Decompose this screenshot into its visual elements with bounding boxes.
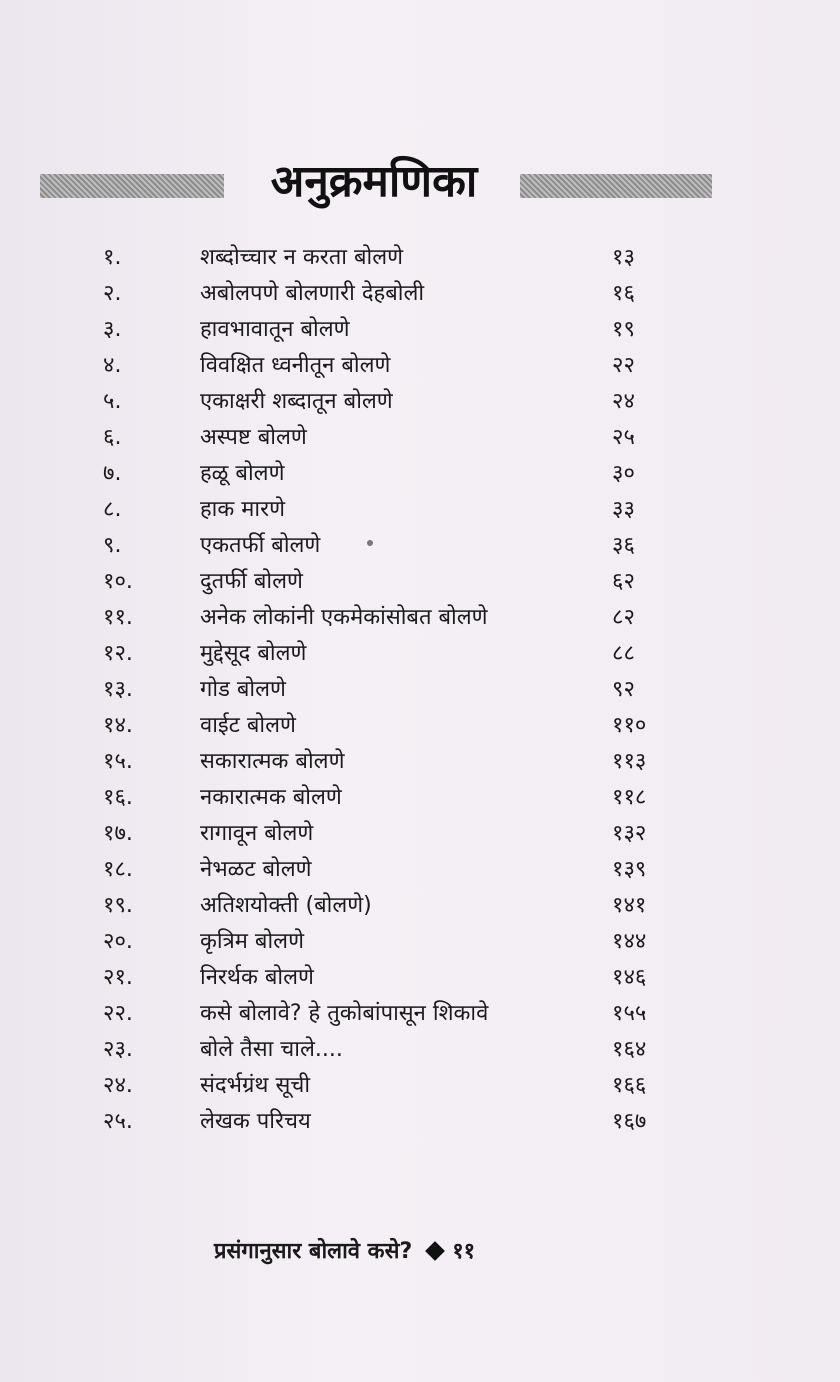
book-title: प्रसंगानुसार बोलावे कसे? bbox=[214, 1239, 413, 1264]
title-row bbox=[40, 150, 712, 214]
toc-label: मुद्देसूद बोलणे bbox=[200, 641, 307, 666]
toc-row bbox=[0, 888, 840, 924]
toc-number: ३. bbox=[103, 317, 122, 342]
toc-row bbox=[0, 636, 840, 672]
toc-page: १६४ bbox=[612, 1037, 647, 1062]
toc-number: ८. bbox=[103, 497, 122, 522]
toc-row bbox=[0, 960, 840, 996]
toc-label: लेखक परिचय bbox=[200, 1109, 311, 1134]
toc-row bbox=[0, 708, 840, 744]
toc-label: हाक मारणे bbox=[200, 497, 286, 522]
toc-label: अबोलपणे बोलणारी देहबोली bbox=[200, 281, 425, 306]
toc-number: २३. bbox=[103, 1037, 133, 1062]
toc-row bbox=[0, 240, 840, 276]
toc-label: निरर्थक बोलणे bbox=[200, 965, 314, 990]
toc-page: १४४ bbox=[612, 929, 647, 954]
toc-page: ३३ bbox=[612, 497, 635, 522]
toc-page: १९ bbox=[612, 317, 635, 342]
toc-row bbox=[0, 924, 840, 960]
toc-page: १६ bbox=[612, 281, 635, 306]
toc-row bbox=[0, 528, 840, 564]
toc-page: १३२ bbox=[612, 821, 647, 846]
toc-number: ५. bbox=[103, 389, 122, 414]
toc-row bbox=[0, 852, 840, 888]
toc-number: ११. bbox=[103, 605, 133, 630]
toc-page: १५५ bbox=[612, 1001, 647, 1026]
page-footer bbox=[214, 1234, 475, 1270]
toc-label: गोड बोलणे bbox=[200, 677, 286, 702]
toc-row bbox=[0, 1068, 840, 1104]
toc-page: ९२ bbox=[612, 677, 635, 702]
toc-number: १९. bbox=[103, 893, 133, 918]
toc-page: ११८ bbox=[612, 785, 647, 810]
toc-number: ७. bbox=[103, 461, 122, 486]
toc-page: ८८ bbox=[612, 641, 635, 666]
toc-label: सकारात्मक बोलणे bbox=[200, 749, 345, 774]
toc-row bbox=[0, 312, 840, 348]
toc-number: १७. bbox=[103, 821, 133, 846]
toc-row bbox=[0, 780, 840, 816]
title-bar-right bbox=[520, 174, 712, 198]
toc-label: हळू बोलणे bbox=[200, 461, 285, 486]
toc-page: १६७ bbox=[612, 1109, 647, 1134]
toc-label: अतिशयोक्ती (बोलणे) bbox=[200, 893, 372, 918]
toc-number: ४. bbox=[103, 353, 122, 378]
toc-number: १६. bbox=[103, 785, 133, 810]
toc-label: शब्दोच्चार न करता बोलणे bbox=[200, 245, 404, 270]
toc-number: १४. bbox=[103, 713, 133, 738]
toc-page: ११३ bbox=[612, 749, 647, 774]
toc-label: रागावून बोलणे bbox=[200, 821, 314, 846]
toc-page: ३६ bbox=[612, 533, 635, 558]
toc-label: एकतर्फी बोलणे bbox=[200, 533, 321, 558]
toc-label: अस्पष्ट बोलणे bbox=[200, 425, 307, 450]
toc-page: ११० bbox=[612, 713, 647, 738]
toc-page: १४१ bbox=[612, 893, 647, 918]
toc-page: १३ bbox=[612, 245, 635, 270]
toc-row bbox=[0, 744, 840, 780]
toc-label: कसे बोलावे? हे तुकोबांपासून शिकावे bbox=[200, 1001, 489, 1026]
toc-row bbox=[0, 384, 840, 420]
toc-number: १३. bbox=[103, 677, 133, 702]
toc-row bbox=[0, 1104, 840, 1140]
page-title: अनुक्रमणिका bbox=[270, 156, 478, 207]
toc-row bbox=[0, 672, 840, 708]
toc-page: २४ bbox=[612, 389, 635, 414]
toc-number: २. bbox=[103, 281, 122, 306]
toc-label: विवक्षित ध्वनीतून बोलणे bbox=[200, 353, 391, 378]
toc-page: ६२ bbox=[612, 569, 635, 594]
toc-page: १६६ bbox=[612, 1073, 647, 1098]
toc-row bbox=[0, 456, 840, 492]
toc-row bbox=[0, 276, 840, 312]
title-bar-left bbox=[40, 174, 224, 198]
toc-label: कृत्रिम बोलणे bbox=[200, 929, 304, 954]
toc-label: दुतर्फी बोलणे bbox=[200, 569, 303, 594]
toc-row bbox=[0, 816, 840, 852]
toc-number: ६. bbox=[103, 425, 122, 450]
toc-number: ९. bbox=[103, 533, 122, 558]
toc-number: २१. bbox=[103, 965, 133, 990]
toc-number: १८. bbox=[103, 857, 133, 882]
toc-label: एकाक्षरी शब्दातून बोलणे bbox=[200, 389, 393, 414]
toc-label: वाईट बोलणे bbox=[200, 713, 296, 738]
toc-row bbox=[0, 996, 840, 1032]
toc-row bbox=[0, 564, 840, 600]
table-of-contents bbox=[0, 240, 840, 1140]
toc-row bbox=[0, 348, 840, 384]
toc-number: २०. bbox=[103, 929, 133, 954]
toc-page: १३९ bbox=[612, 857, 647, 882]
toc-page: ८२ bbox=[612, 605, 635, 630]
toc-page: २२ bbox=[612, 353, 635, 378]
toc-label: बोले तैसा चाले.... bbox=[200, 1037, 343, 1062]
toc-label: नेभळट बोलणे bbox=[200, 857, 312, 882]
toc-row bbox=[0, 420, 840, 456]
toc-number: २४. bbox=[103, 1073, 133, 1098]
toc-number: १५. bbox=[103, 749, 133, 774]
toc-number: २५. bbox=[103, 1109, 133, 1134]
toc-label: हावभावातून बोलणे bbox=[200, 317, 350, 342]
toc-number: १२. bbox=[103, 641, 133, 666]
toc-label: संदर्भग्रंथ सूची bbox=[200, 1073, 311, 1098]
toc-number: १०. bbox=[103, 569, 133, 594]
toc-row bbox=[0, 600, 840, 636]
toc-row bbox=[0, 492, 840, 528]
toc-number: १. bbox=[103, 245, 122, 270]
toc-page: २५ bbox=[612, 425, 635, 450]
page-number: ११ bbox=[452, 1239, 476, 1264]
toc-page: १४६ bbox=[612, 965, 647, 990]
toc-label: नकारात्मक बोलणे bbox=[200, 785, 342, 810]
toc-page: ३० bbox=[612, 461, 635, 486]
toc-row bbox=[0, 1032, 840, 1068]
toc-label: अनेक लोकांनी एकमेकांसोबत बोलणे bbox=[200, 605, 488, 630]
diamond-icon bbox=[425, 1241, 445, 1261]
toc-number: २२. bbox=[103, 1001, 133, 1026]
